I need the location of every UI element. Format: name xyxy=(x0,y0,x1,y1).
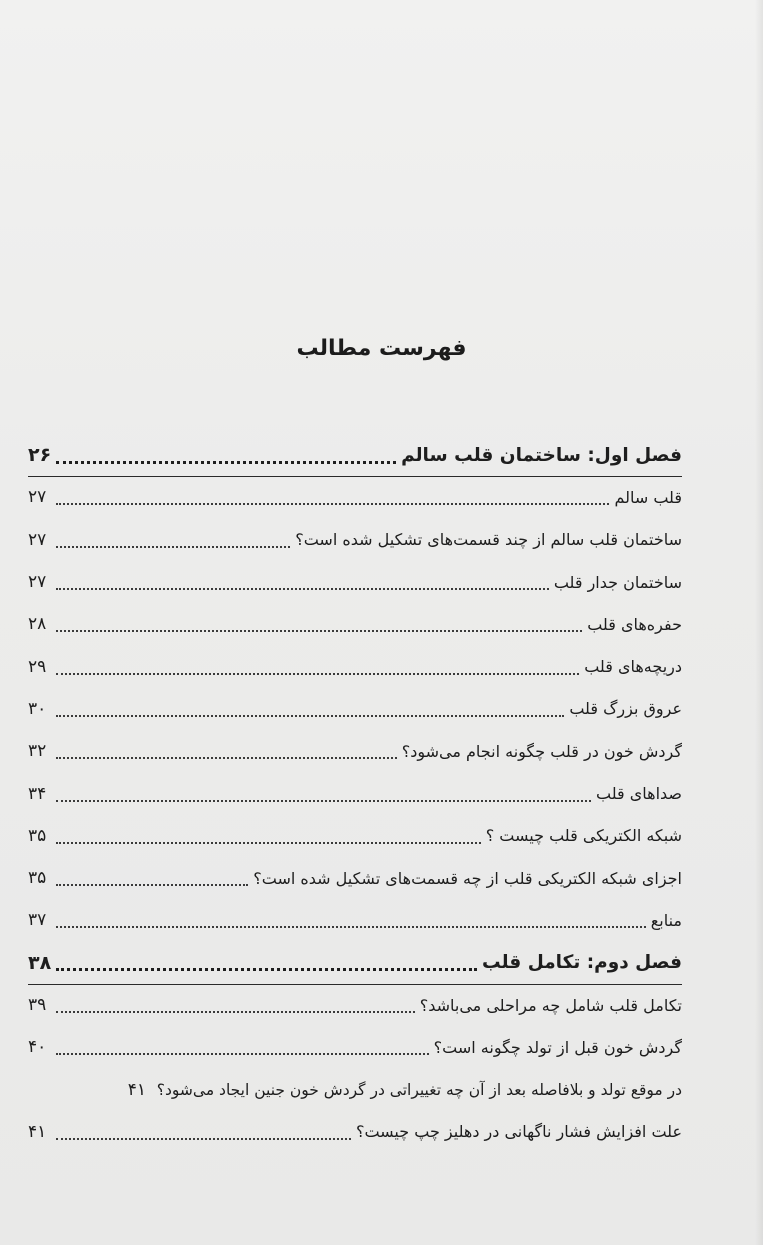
dot-leader xyxy=(56,630,582,632)
toc-entry-page: ۲۷ xyxy=(28,529,47,550)
toc-entry-page: ۲۹ xyxy=(28,656,47,677)
toc-entry-page: ۳۰ xyxy=(28,698,47,719)
toc-entry-label: قلب سالم xyxy=(614,487,682,507)
toc-entry-page: ۴۱ xyxy=(28,1121,47,1142)
dot-leader xyxy=(56,1011,415,1013)
toc-entry xyxy=(28,476,682,518)
toc-entry xyxy=(28,730,682,772)
toc-entry xyxy=(28,561,682,603)
toc-entry-label: فصل اول: ساختمان قلب سالم xyxy=(401,444,682,466)
dot-leader xyxy=(56,503,609,505)
toc-entry-page: ۲۸ xyxy=(28,614,47,635)
toc-entry-page: ۳۹ xyxy=(28,995,47,1015)
toc-entry xyxy=(28,645,682,687)
dot-leader xyxy=(56,757,397,759)
toc-entry-page: ۴۱ xyxy=(127,1079,147,1100)
toc-entry-page: ۲۷ xyxy=(28,572,47,593)
toc-entry-page: ۳۵ xyxy=(28,825,47,846)
toc-entry-label: صداهای قلب xyxy=(595,784,682,804)
toc-entry xyxy=(28,857,682,899)
toc-entry-label: فصل دوم: تکامل قلب xyxy=(482,952,682,974)
toc-entry-page: ۳۲ xyxy=(28,741,47,762)
toc-entry-page: ۳۷ xyxy=(28,910,47,931)
toc-title: فهرست مطالب xyxy=(296,336,467,361)
toc-entry-page: ۴۰ xyxy=(28,1037,47,1058)
toc-entry xyxy=(28,1068,682,1110)
dot-leader xyxy=(56,461,396,464)
dot-leader xyxy=(56,968,477,971)
dot-leader xyxy=(56,546,290,548)
page-edge-shadow xyxy=(755,0,763,1245)
toc-entry-label: اجزای شبکه الکتریکی قلب از چه قسمت‌های تشکیل شده است؟ xyxy=(253,868,682,888)
toc-entry-label: ساختمان قلب سالم از چند قسمت‌های تشکیل شده است؟ xyxy=(295,530,682,550)
toc-entry-label: گردش خون قبل از تولد چگونه است؟ xyxy=(433,1037,682,1057)
toc-entry xyxy=(28,1026,682,1068)
toc-entry-page: ۳۴ xyxy=(28,783,47,804)
toc-entry xyxy=(28,815,682,857)
toc-entry xyxy=(28,899,682,941)
toc-entry-label: دریچه‌های قلب xyxy=(584,657,682,677)
dot-leader xyxy=(56,1053,429,1055)
dot-leader xyxy=(56,715,564,717)
toc-chapter-1 xyxy=(28,434,682,476)
dot-leader xyxy=(56,884,248,886)
toc-entry xyxy=(28,688,682,730)
toc-entry-page: ۲۷ xyxy=(28,487,47,508)
dot-leader xyxy=(56,588,549,590)
toc-entry-label: عروق بزرگ قلب xyxy=(569,699,682,719)
toc-entry-label: منابع xyxy=(650,910,682,930)
toc-entry-label: گردش خون در قلب چگونه انجام می‌شود؟ xyxy=(401,741,682,761)
toc-entry xyxy=(28,603,682,645)
dot-leader xyxy=(56,842,481,844)
toc-entry xyxy=(28,984,682,1026)
toc-entry-label: در موقع تولد و بلافاصله بعد از آن چه تغییراتی در گردش خون جنین ایجاد می‌شود؟ xyxy=(156,1080,682,1099)
toc-entry-label: حفره‌های قلب xyxy=(587,614,682,634)
dot-leader xyxy=(56,1138,351,1140)
toc-entry-label: تکامل قلب شامل چه مراحلی می‌باشد؟ xyxy=(419,995,682,1015)
toc-entry-label: ساختمان جدار قلب xyxy=(553,572,682,592)
dot-leader xyxy=(56,800,591,802)
dot-leader xyxy=(56,926,646,928)
toc-entry-label: علت افزایش فشار ناگهانی در دهلیز چپ چیست؟ xyxy=(355,1122,682,1142)
toc-chapter-2 xyxy=(28,942,682,984)
toc-list xyxy=(28,434,682,1153)
toc-entry xyxy=(28,772,682,814)
toc-entry-page: ۲۶ xyxy=(28,444,52,467)
toc-entry-page: ۳۵ xyxy=(28,868,47,889)
toc-entry-page: ۳۸ xyxy=(28,951,52,974)
toc-entry xyxy=(28,519,682,561)
toc-entry xyxy=(28,1111,682,1153)
toc-entry-label: شبکه الکتریکی قلب چیست ؟ xyxy=(485,826,682,846)
dot-leader xyxy=(56,673,579,675)
